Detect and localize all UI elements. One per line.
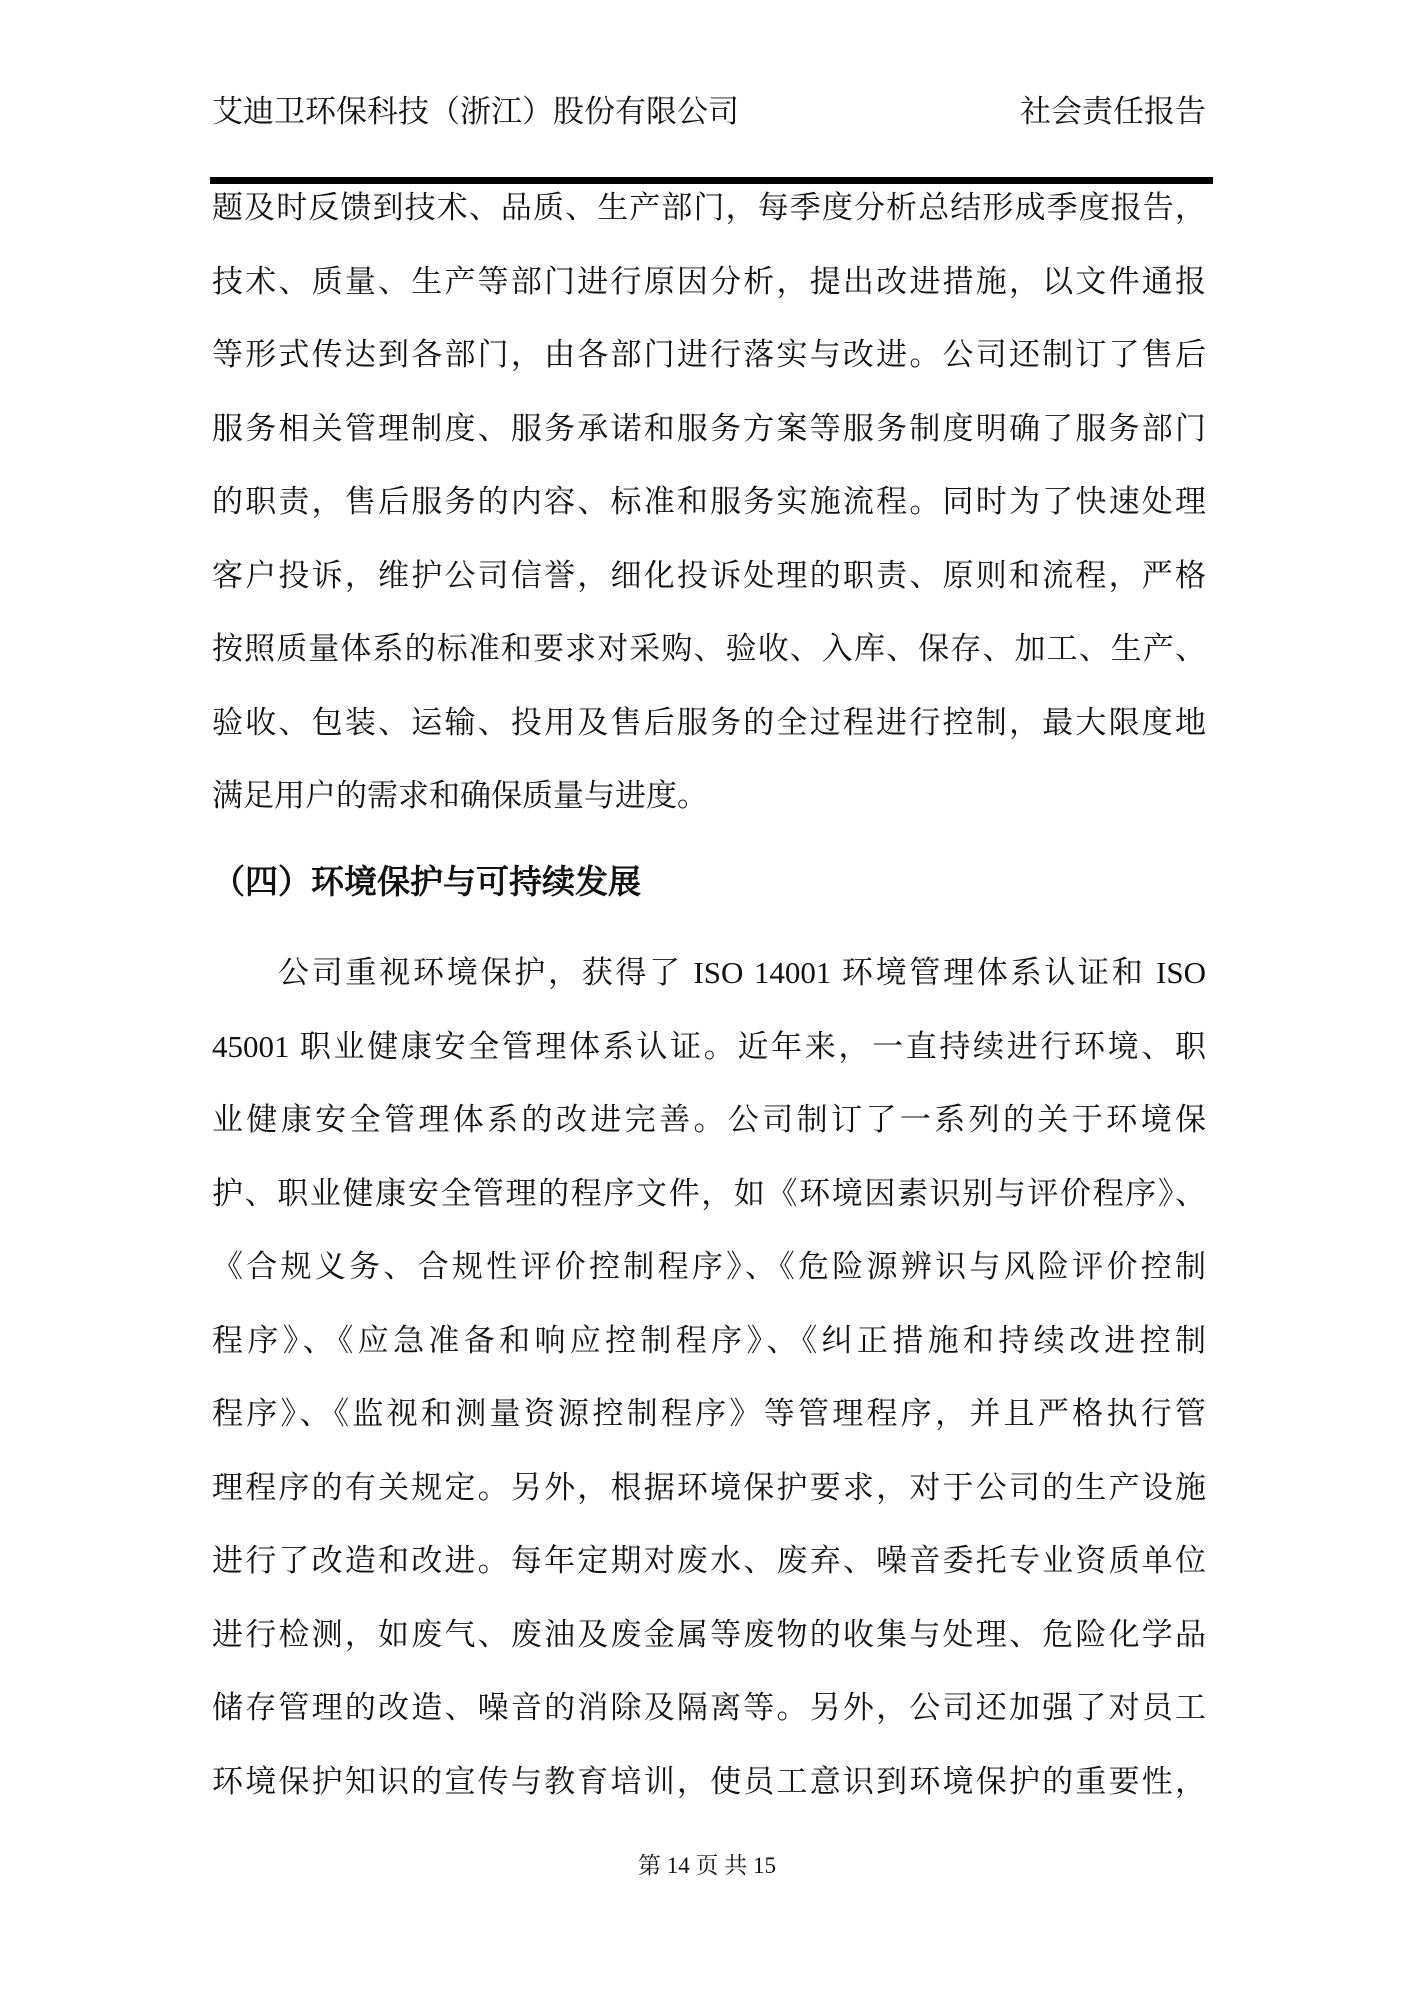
paragraph-quality-service xyxy=(212,171,1206,833)
text-line: 程序》、《监视和测量资源控制程序》等管理程序，并且严格执行管 xyxy=(212,1396,1206,1431)
text-line: 题及时反馈到技术、品质、生产部门，每季度分析总结形成季度报告， xyxy=(212,190,1206,225)
page-number-indicator: 第 14 页 共 15 xyxy=(638,1853,776,1878)
text-line: 进行了改造和改进。每年定期对废水、废弃、噪音委托专业资质单位 xyxy=(212,1543,1206,1578)
header-company-name: 艾迪卫环保科技（浙江）股份有限公司 xyxy=(212,94,739,129)
text-line: 理程序的有关规定。另外，根据环境保护要求，对于公司的生产设施 xyxy=(212,1469,1206,1505)
text-line: 储存管理的改造、噪音的消除及隔离等。另外，公司还加强了对员工 xyxy=(212,1690,1206,1725)
section-heading-environment: （四）环境保护与可持续发展 xyxy=(212,865,641,901)
text-line: 满足用户的需求和确保质量与进度。 xyxy=(212,778,708,813)
page-footer xyxy=(0,1850,1414,1882)
text-line: 《合规义务、合规性评价控制程序》、《危险源辨识与风险评价控制 xyxy=(212,1249,1206,1284)
text-line: 按照质量体系的标准和要求对采购、验收、入库、保存、加工、生产、 xyxy=(212,631,1206,666)
text-line: 等形式传达到各部门，由各部门进行落实与改进。公司还制订了售后 xyxy=(212,337,1206,372)
header-doc-title: 社会责任报告 xyxy=(1020,94,1206,129)
text-line: 服务相关管理制度、服务承诺和服务方案等服务制度明确了服务部门 xyxy=(212,410,1206,446)
text-line: 公司重视环境保护，获得了 ISO 14001 环境管理体系认证和 ISO xyxy=(278,955,1206,990)
text-line: 环境保护知识的宣传与教育培训，使员工意识到环境保护的重要性， xyxy=(212,1763,1206,1799)
text-line: 进行检测，如废气、废油及废金属等废物的收集与处理、危险化学品 xyxy=(212,1616,1206,1652)
text-line: 护、职业健康安全管理的程序文件，如《环境因素识别与评价程序》、 xyxy=(212,1175,1206,1211)
text-line: 的职责，售后服务的内容、标准和服务实施流程。同时为了快速处理 xyxy=(212,484,1206,519)
text-line: 程序》、《应急准备和响应控制程序》、《纠正措施和持续改进控制 xyxy=(212,1322,1206,1358)
text-line: 业健康安全管理体系的改进完善。公司制订了一系列的关于环境保 xyxy=(212,1102,1206,1137)
text-line: 客户投诉，维护公司信誉，细化投诉处理的职责、原则和流程，严格 xyxy=(212,557,1206,593)
text-line: 验收、包装、运输、投用及售后服务的全过程进行控制，最大限度地 xyxy=(212,704,1206,740)
text-line: 45001 职业健康安全管理体系认证。近年来，一直持续进行环境、职 xyxy=(212,1028,1206,1064)
text-line: 技术、质量、生产等部门进行原因分析，提出改进措施，以文件通报 xyxy=(212,263,1206,299)
page-header xyxy=(212,92,1206,132)
paragraph-environment-protection xyxy=(212,936,1206,1818)
